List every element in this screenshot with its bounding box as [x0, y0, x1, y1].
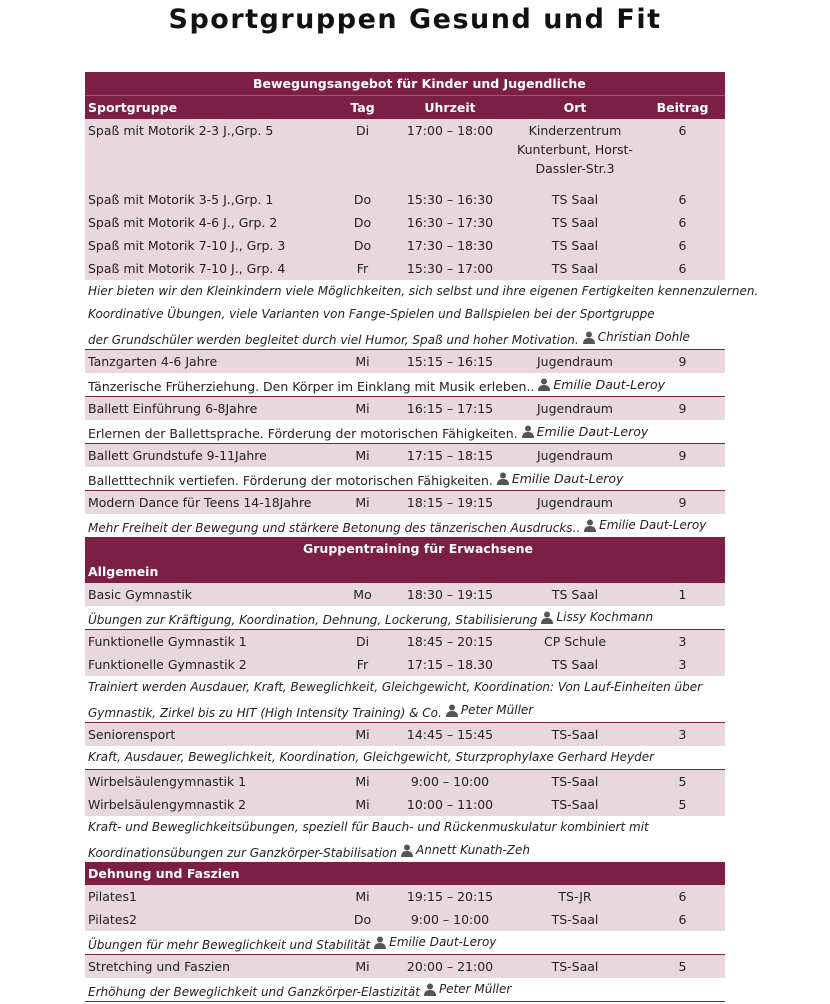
- group-fee: 6: [678, 192, 687, 207]
- group-name: Tanzgarten 4-6 Jahre: [88, 354, 218, 369]
- trainer-name: Emilie Daut-Leroy: [553, 377, 666, 392]
- group-fee: 9: [678, 448, 687, 463]
- group-day: Fr: [356, 261, 369, 276]
- person-icon: [497, 472, 509, 485]
- person-icon: [522, 425, 534, 438]
- group-time: 15:15 – 16:15: [406, 354, 494, 369]
- group-fee: 6: [678, 889, 687, 904]
- group-description-text: der Grundschüler werden begleitet durch viel Humor, Spaß und hoher Motivation.: [88, 333, 579, 347]
- table-row: [85, 653, 725, 676]
- group-day: Do: [353, 238, 372, 253]
- group-place: CP Schule: [543, 634, 607, 649]
- group-name: Spaß mit Motorik 4-6 J., Grp. 2: [88, 215, 278, 230]
- group-time: 16:15 – 17:15: [406, 401, 494, 416]
- group-place: Jugendraum: [537, 495, 613, 510]
- col-header-uhrzeit: Uhrzeit: [424, 100, 476, 115]
- col-header-ort: Ort: [563, 100, 587, 115]
- group-fee: 6: [678, 238, 687, 253]
- group-day: Mi: [355, 797, 370, 812]
- group-day: Mi: [355, 495, 370, 510]
- group-fee: 9: [678, 495, 687, 510]
- group-fee: 5: [678, 774, 687, 789]
- group-description-text: Erhöhung der Beweglichkeit und Ganzkörper-Elastizität: [88, 985, 420, 999]
- person-icon: [583, 331, 595, 344]
- group-time: 9:00 – 10:00: [410, 774, 490, 789]
- group-name: Spaß mit Motorik 7-10 J., Grp. 4: [88, 261, 286, 276]
- group-time: 16:30 – 17:30: [406, 215, 494, 230]
- group-description: Kraft, Ausdauer, Beweglichkeit, Koordination, Gleichgewicht, Sturzprophylaxe Gerhard Heyder: [85, 746, 725, 770]
- group-fee: 5: [678, 797, 687, 812]
- group-name: Wirbelsäulengymnastik 1: [88, 774, 247, 789]
- group-description: [85, 514, 725, 537]
- group-description: [85, 978, 725, 1002]
- group-day: Di: [355, 123, 370, 138]
- group-description-text: Koordinationsübungen zur Ganzkörper-Stabilisation: [88, 846, 397, 860]
- table-row: [85, 444, 725, 467]
- table-row: [85, 211, 725, 234]
- group-time: 17:15 – 18.30: [406, 657, 493, 672]
- group-fee: 3: [678, 634, 687, 649]
- person-icon: [541, 611, 553, 624]
- trainer-name: Emilie Daut-Leroy: [389, 935, 497, 949]
- group-time: 15:30 – 16:30: [406, 192, 494, 207]
- group-description-text: Übungen zur Kräftigung, Koordination, Dehnung, Lockerung, Stabilisierung: [88, 613, 538, 627]
- group-day: Do: [353, 192, 372, 207]
- group-time: 18:30 – 19:15: [406, 587, 494, 602]
- trainer-name: Lissy Kochmann: [556, 610, 654, 624]
- table-row: [85, 955, 725, 978]
- group-description: [85, 931, 725, 955]
- group-name: Ballett Einführung 6-8Jahre: [88, 401, 258, 416]
- group-time: 9:00 – 10:00: [410, 912, 490, 927]
- group-time: 17:15 – 18:15: [406, 448, 494, 463]
- group-day: Fr: [356, 657, 369, 672]
- group-day: Mi: [355, 959, 370, 974]
- table-row: [85, 491, 725, 514]
- group-description: [85, 373, 725, 397]
- group-fee: 3: [678, 727, 687, 742]
- group-time: 18:15 – 19:15: [406, 495, 494, 510]
- group-day: Mi: [355, 889, 370, 904]
- group-place: Jugendraum: [537, 448, 613, 463]
- group-fee: 6: [678, 261, 687, 276]
- trainer-name: Emilie Daut-Leroy: [536, 424, 649, 439]
- group-description: [85, 326, 725, 350]
- group-fee: 6: [678, 123, 687, 138]
- person-icon: [401, 844, 413, 857]
- group-day: Di: [355, 634, 370, 649]
- group-name: Modern Dance für Teens 14-18Jahre: [88, 495, 312, 510]
- group-fee: 3: [678, 657, 687, 672]
- group-name: Funktionelle Gymnastik 1: [88, 634, 247, 649]
- group-description: [85, 606, 725, 630]
- group-day: Do: [353, 912, 372, 927]
- group-place: TS-Saal: [551, 774, 599, 789]
- group-description-text: Gymnastik, Zirkel bis zu HIT (High Intensity Training) & Co.: [88, 706, 442, 720]
- group-time: 20:00 – 21:00: [406, 959, 494, 974]
- group-description-text: Balletttechnik vertiefen. Förderung der motorischen Fähigkeiten.: [88, 473, 493, 488]
- col-header-beitrag: Beitrag: [656, 100, 709, 115]
- group-place: TS Saal: [551, 587, 599, 602]
- group-name: Spaß mit Motorik 7-10 J., Grp. 3: [88, 238, 286, 253]
- group-place: TS-Saal: [551, 959, 599, 974]
- schedule-table: [85, 72, 759, 1002]
- col-header-tag: Tag: [350, 100, 375, 115]
- group-description: [85, 420, 725, 444]
- group-time: 15:30 – 17:00: [406, 261, 494, 276]
- group-day: Mo: [353, 587, 372, 602]
- table-row: [85, 583, 725, 606]
- person-icon: [374, 936, 386, 949]
- group-description: [85, 839, 725, 862]
- person-icon: [446, 704, 458, 717]
- group-name: Stretching und Faszien: [88, 959, 231, 974]
- group-place: TS Saal: [551, 261, 599, 276]
- trainer-name: Emilie Daut-Leroy: [511, 471, 624, 486]
- group-place: TS-Saal: [551, 797, 599, 812]
- group-fee: 5: [678, 959, 687, 974]
- trainer-name: Peter Müller: [460, 703, 534, 717]
- group-fee: 9: [678, 354, 687, 369]
- group-time: 19:15 – 20:15: [406, 889, 494, 904]
- table-row: [85, 723, 725, 746]
- group-day: Mi: [355, 354, 370, 369]
- table-row: [85, 234, 725, 257]
- group-place: Kinderzentrum Kunterbunt, Horst-Dassler-Str.3: [517, 123, 633, 176]
- group-name: Spaß mit Motorik 3-5 J.,Grp. 1: [88, 192, 274, 207]
- group-name: Seniorensport: [88, 727, 176, 742]
- group-day: Mi: [355, 774, 370, 789]
- group-place: Jugendraum: [537, 401, 613, 416]
- subsection-general: Allgemein: [85, 560, 725, 583]
- group-place: Jugendraum: [537, 354, 613, 369]
- group-name: Funktionelle Gymnastik 2: [88, 657, 247, 672]
- group-place: TS-JR: [558, 889, 592, 904]
- group-place: TS Saal: [551, 192, 599, 207]
- group-place: TS-Saal: [551, 912, 599, 927]
- table-row: [85, 630, 725, 653]
- group-description: [85, 467, 725, 491]
- group-fee: 9: [678, 401, 687, 416]
- group-time: 18:45 – 20:15: [406, 634, 494, 649]
- subsection-stretch: Dehnung und Faszien: [85, 862, 725, 885]
- group-day: Mi: [355, 401, 370, 416]
- group-time: 17:30 – 18:30: [406, 238, 494, 253]
- table-row: [85, 793, 725, 816]
- group-description: Trainiert werden Ausdauer, Kraft, Beweglichkeit, Gleichgewicht, Koordination: Von Lauf-Einheiten über: [85, 676, 725, 699]
- trainer-name: Peter Müller: [438, 982, 512, 996]
- group-description: Koordinative Übungen, viele Varianten von Fange-Spielen und Ballspielen bei der Sportgruppe: [85, 303, 725, 326]
- col-header-sportgruppe: Sportgruppe: [88, 100, 178, 115]
- group-name: Ballett Grundstufe 9-11Jahre: [88, 448, 267, 463]
- group-place: TS-Saal: [551, 727, 599, 742]
- group-description-text: Mehr Freiheit der Bewegung und stärkere Betonung des tänzerischen Ausdrucks..: [88, 521, 581, 535]
- group-fee: 6: [678, 215, 687, 230]
- person-icon: [584, 519, 596, 532]
- group-time: 17:00 – 18:00: [406, 123, 494, 138]
- group-name: Pilates2: [88, 912, 137, 927]
- group-time: 10:00 – 11:00: [406, 797, 494, 812]
- table-row: [85, 350, 725, 373]
- column-header-row: [85, 95, 725, 119]
- group-place: TS Saal: [551, 657, 599, 672]
- table-row: [85, 770, 725, 793]
- group-place: TS Saal: [551, 238, 599, 253]
- group-description: [85, 699, 725, 723]
- section-band-kids: Bewegungsangebot für Kinder und Jugendliche: [85, 72, 725, 95]
- group-day: Do: [353, 215, 372, 230]
- group-fee: 1: [678, 587, 687, 602]
- trainer-name: Christian Dohle: [597, 330, 690, 344]
- group-day: Mi: [355, 448, 370, 463]
- table-row: [85, 257, 725, 280]
- person-icon: [424, 983, 436, 996]
- section-band-adults: Gruppentraining für Erwachsene: [85, 537, 725, 560]
- group-description-text: Erlernen der Ballettsprache. Förderung der motorischen Fähigkeiten.: [88, 426, 518, 441]
- table-row: [85, 188, 725, 211]
- person-icon: [538, 378, 550, 391]
- group-place: TS Saal: [551, 215, 599, 230]
- group-description: Kraft- und Beweglichkeitsübungen, speziell für Bauch- und Rückenmuskulatur kombiniert mit: [85, 816, 725, 839]
- group-name: Pilates1: [88, 889, 137, 904]
- group-fee: 6: [678, 912, 687, 927]
- trainer-name: Annett Kunath-Zeh: [416, 843, 530, 857]
- table-row: [85, 885, 725, 908]
- table-row: [85, 397, 725, 420]
- group-description-text: Übungen für mehr Beweglichkeit und Stabilität: [88, 938, 371, 952]
- table-row: [85, 908, 725, 931]
- group-name: Basic Gymnastik: [88, 587, 193, 602]
- group-description-text: Tänzerische Früherziehung. Den Körper im Einklang mit Musik erleben..: [88, 379, 535, 394]
- table-row: [85, 119, 725, 188]
- group-day: Mi: [355, 727, 370, 742]
- group-name: Wirbelsäulengymnastik 2: [88, 797, 247, 812]
- group-description: Hier bieten wir den Kleinkindern viele Möglichkeiten, sich selbst und ihre eigenen Fertigkeiten kennenzulernen.: [85, 280, 725, 303]
- page-title: Sportgruppen Gesund und Fit: [168, 4, 662, 35]
- trainer-name: Emilie Daut-Leroy: [599, 518, 707, 532]
- group-time: 14:45 – 15:45: [406, 727, 494, 742]
- group-name: Spaß mit Motorik 2-3 J.,Grp. 5: [88, 123, 274, 138]
